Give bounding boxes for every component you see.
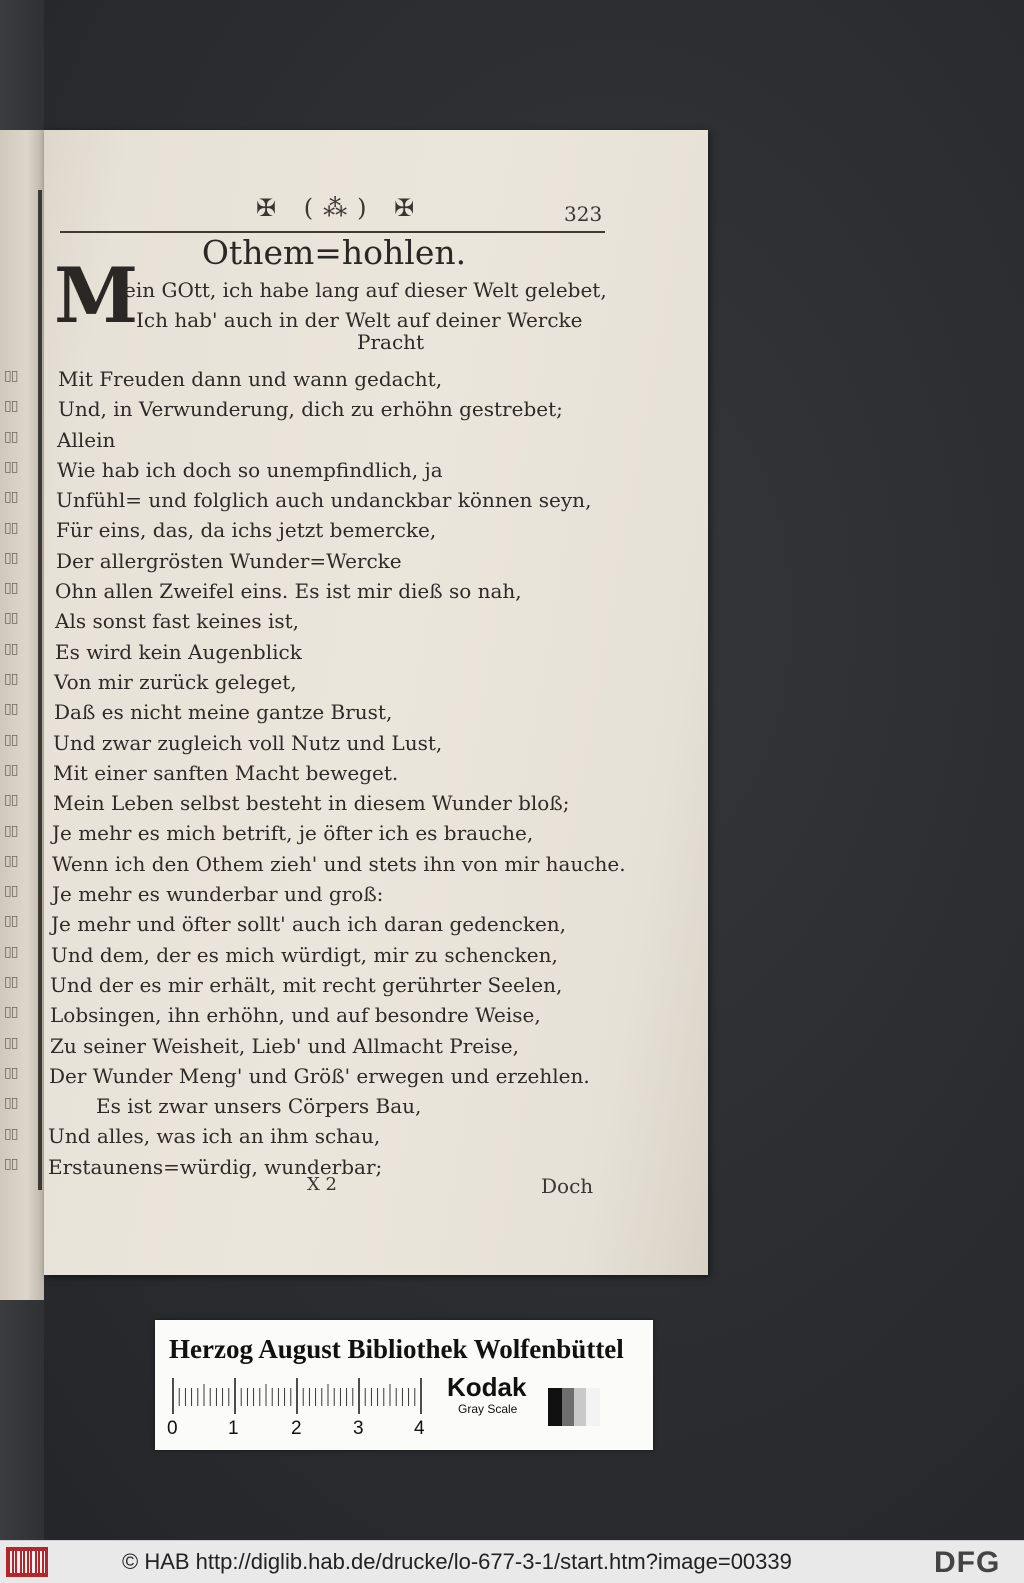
- verse-body: [44, 364, 644, 1182]
- facing-page-remnant: ▯▯: [4, 640, 18, 657]
- facing-page-remnant: ▯▯: [4, 1034, 18, 1051]
- facing-page-remnant: ▯▯: [4, 701, 18, 718]
- facing-page-remnant: ▯▯: [4, 671, 18, 687]
- kodak-subtitle: Gray Scale: [458, 1402, 518, 1416]
- facing-page-remnant: ▯▯: [4, 519, 18, 536]
- verse-line: Mit Freuden dann und wann gedacht,: [58, 367, 443, 391]
- page-number: 323: [564, 202, 603, 226]
- ruler-number: 2: [291, 1418, 302, 1439]
- verse-line: Daß es nicht meine gantze Brust,: [54, 700, 393, 725]
- facing-page-remnant: ▯▯: [4, 761, 18, 778]
- verse-second-line: Ich hab' auch in der Welt auf deiner Wercke: [136, 308, 583, 332]
- facing-page-remnant: ▯▯: [4, 1095, 18, 1112]
- verse-line: Je mehr es mich betrift, je öfter ich es brauche,: [52, 821, 534, 846]
- verse-line: Als sonst fast keines ist,: [55, 609, 300, 634]
- verse-line: Mein Leben selbst besteht in diesem Wunder bloß;: [53, 791, 570, 816]
- verse-line: Erstaunens=würdig, wunderbar;: [48, 1154, 383, 1179]
- color-calibration-card: [155, 1320, 653, 1450]
- ruler-number: 4: [414, 1418, 425, 1439]
- facing-page-remnant: ▯▯: [4, 974, 18, 990]
- verse-line: Mit einer sanften Macht beweget.: [53, 760, 399, 785]
- facing-page-remnant: ▯▯: [4, 549, 18, 566]
- verse-line: Für eins, das, da ichs jetzt bemercke,: [56, 518, 437, 543]
- facing-page-remnant: ▯▯: [4, 368, 18, 384]
- footer-bar: [0, 1540, 1024, 1583]
- gray-scale-swatch: [548, 1388, 600, 1426]
- verse-line: Von mir zurück geleget,: [54, 669, 297, 694]
- verse-line: Und zwar zugleich voll Nutz und Lust,: [53, 730, 443, 755]
- facing-page-remnant: ▯▯: [4, 398, 18, 415]
- verse-line: Allein: [57, 427, 116, 452]
- library-name: Herzog August Bibliothek Wolfenbüttel: [169, 1334, 624, 1364]
- facing-page-remnant: ▯▯: [4, 458, 18, 475]
- verse-line: Unfühl= und folglich auch undanckbar können seyn,: [56, 488, 592, 513]
- verse-line: Und der es mir erhält, mit recht gerührter Seelen,: [50, 972, 563, 997]
- verse-line: Wie hab ich doch so unempfindlich, ja: [57, 457, 443, 482]
- facing-page-remnant: ▯▯: [4, 610, 18, 627]
- facing-page-remnant: ▯▯: [4, 792, 18, 809]
- verse-line: Je mehr es wunderbar und groß:: [52, 882, 384, 907]
- verse-line: Lobsingen, ihn erhöhn, und auf besondre Weise,: [50, 1003, 541, 1028]
- facing-page-remnant: ▯▯: [4, 1004, 18, 1021]
- verse-first-line: ein GOtt, ich habe lang auf dieser Welt gelebet,: [124, 278, 607, 302]
- drop-cap: M: [54, 251, 135, 340]
- verse-line: Und, in Verwunderung, dich zu erhöhn gestrebet;: [58, 397, 563, 422]
- signature-mark: X 2: [307, 1174, 337, 1195]
- verse-line: Der allergrösten Wunder=Wercke: [56, 548, 402, 573]
- facing-page-remnant: ▯▯: [4, 1155, 18, 1172]
- hab-barcode-icon: [6, 1547, 48, 1577]
- verse-line: Es ist zwar unsers Cörpers Bau,: [96, 1094, 422, 1119]
- page-gutter: [38, 190, 42, 1190]
- ruler-number: 3: [353, 1418, 364, 1439]
- facing-page-remnant: ▯▯: [4, 580, 18, 597]
- facing-page-remnant: ▯▯: [4, 428, 18, 445]
- verse-line: Und dem, der es mich würdigt, mir zu schencken,: [51, 942, 558, 967]
- ruler-number: 1: [228, 1418, 239, 1439]
- facing-page-remnant: ▯▯: [4, 913, 18, 930]
- verse-line: Ohn allen Zweifel eins. Es ist mir dieß so nah,: [55, 579, 522, 604]
- facing-page-remnant: ▯▯: [4, 1064, 18, 1081]
- footer-copyright-link[interactable]: © HAB http://diglib.hab.de/drucke/lo-677-3-1/start.htm?image=00339: [122, 1549, 792, 1574]
- ruler-scale: [171, 1378, 427, 1414]
- page-content: [44, 130, 708, 1275]
- facing-page-remnant: ▯▯: [4, 943, 18, 960]
- verse-line: Zu seiner Weisheit, Lieb' und Allmacht Preise,: [50, 1033, 519, 1058]
- catchword: Doch: [541, 1174, 594, 1198]
- facing-page-remnant: ▯▯: [4, 883, 18, 900]
- verse-line: Wenn ich den Othem zieh' und stets ihn von mir hauche.: [52, 851, 626, 876]
- kodak-brand: Kodak: [447, 1372, 527, 1402]
- verse-line: Der Wunder Meng' und Größ' erwegen und erzehlen.: [49, 1063, 590, 1088]
- facing-page-remnant: ▯▯: [4, 1125, 18, 1142]
- facing-page-remnant: ▯▯: [4, 489, 18, 506]
- book-page: [44, 130, 708, 1275]
- dfg-logo: DFG: [934, 1546, 1001, 1579]
- facing-page-remnant: ▯▯: [4, 731, 18, 748]
- facing-page-remnant: ▯▯: [4, 852, 18, 869]
- ruler-number: 0: [167, 1418, 178, 1439]
- page-title: Othem=hohlen.: [201, 233, 467, 272]
- verse-line: Es wird kein Augenblick: [55, 639, 302, 664]
- facing-page-remnant: ▯▯: [4, 822, 18, 839]
- header-ornament: ✠ (⁂) ✠: [256, 194, 425, 222]
- verse-line-continuation: Pracht: [357, 330, 425, 354]
- verse-line: Je mehr und öfter sollt' auch ich daran gedencken,: [51, 912, 567, 937]
- verse-line: Und alles, was ich an ihm schau,: [48, 1124, 381, 1149]
